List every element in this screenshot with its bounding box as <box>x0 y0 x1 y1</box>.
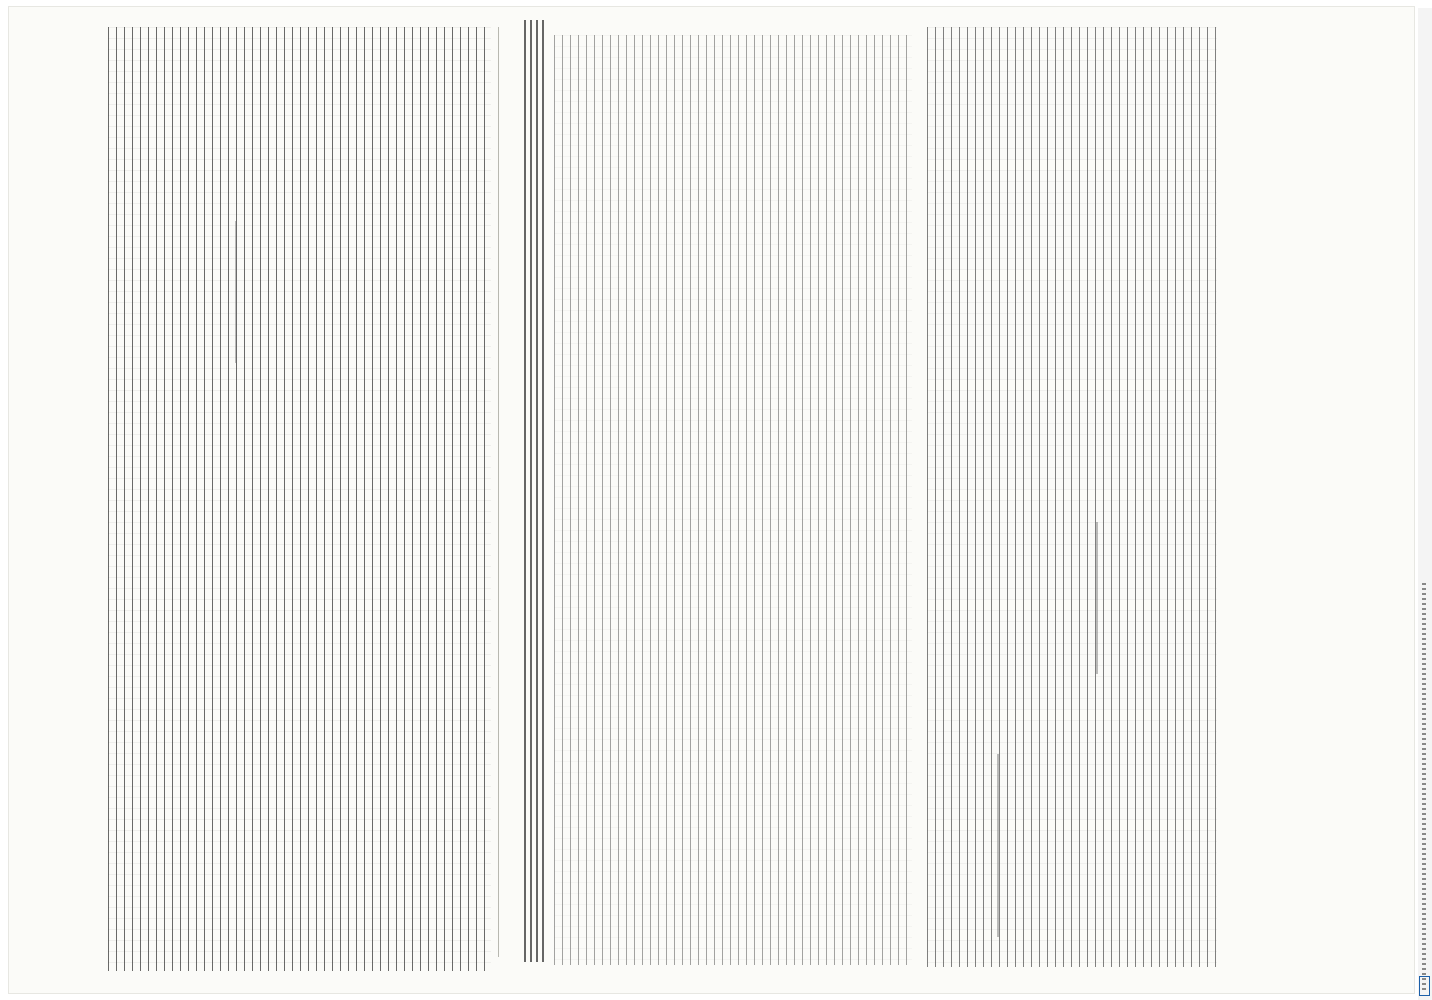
section-rule <box>997 754 999 937</box>
left-column-text-area <box>108 27 491 971</box>
scanned-page <box>8 6 1415 994</box>
digitization-label-area <box>1422 583 1426 993</box>
right-column-upper-text-area <box>927 27 1217 967</box>
section-rule <box>235 221 237 363</box>
section-rule <box>1096 522 1098 674</box>
column-divider <box>498 27 499 957</box>
dfg-logo-icon <box>1419 976 1430 996</box>
page-header-text-area <box>524 20 545 962</box>
right-margin-strip <box>1418 8 1432 1000</box>
right-column-lower-text-area <box>554 35 912 965</box>
